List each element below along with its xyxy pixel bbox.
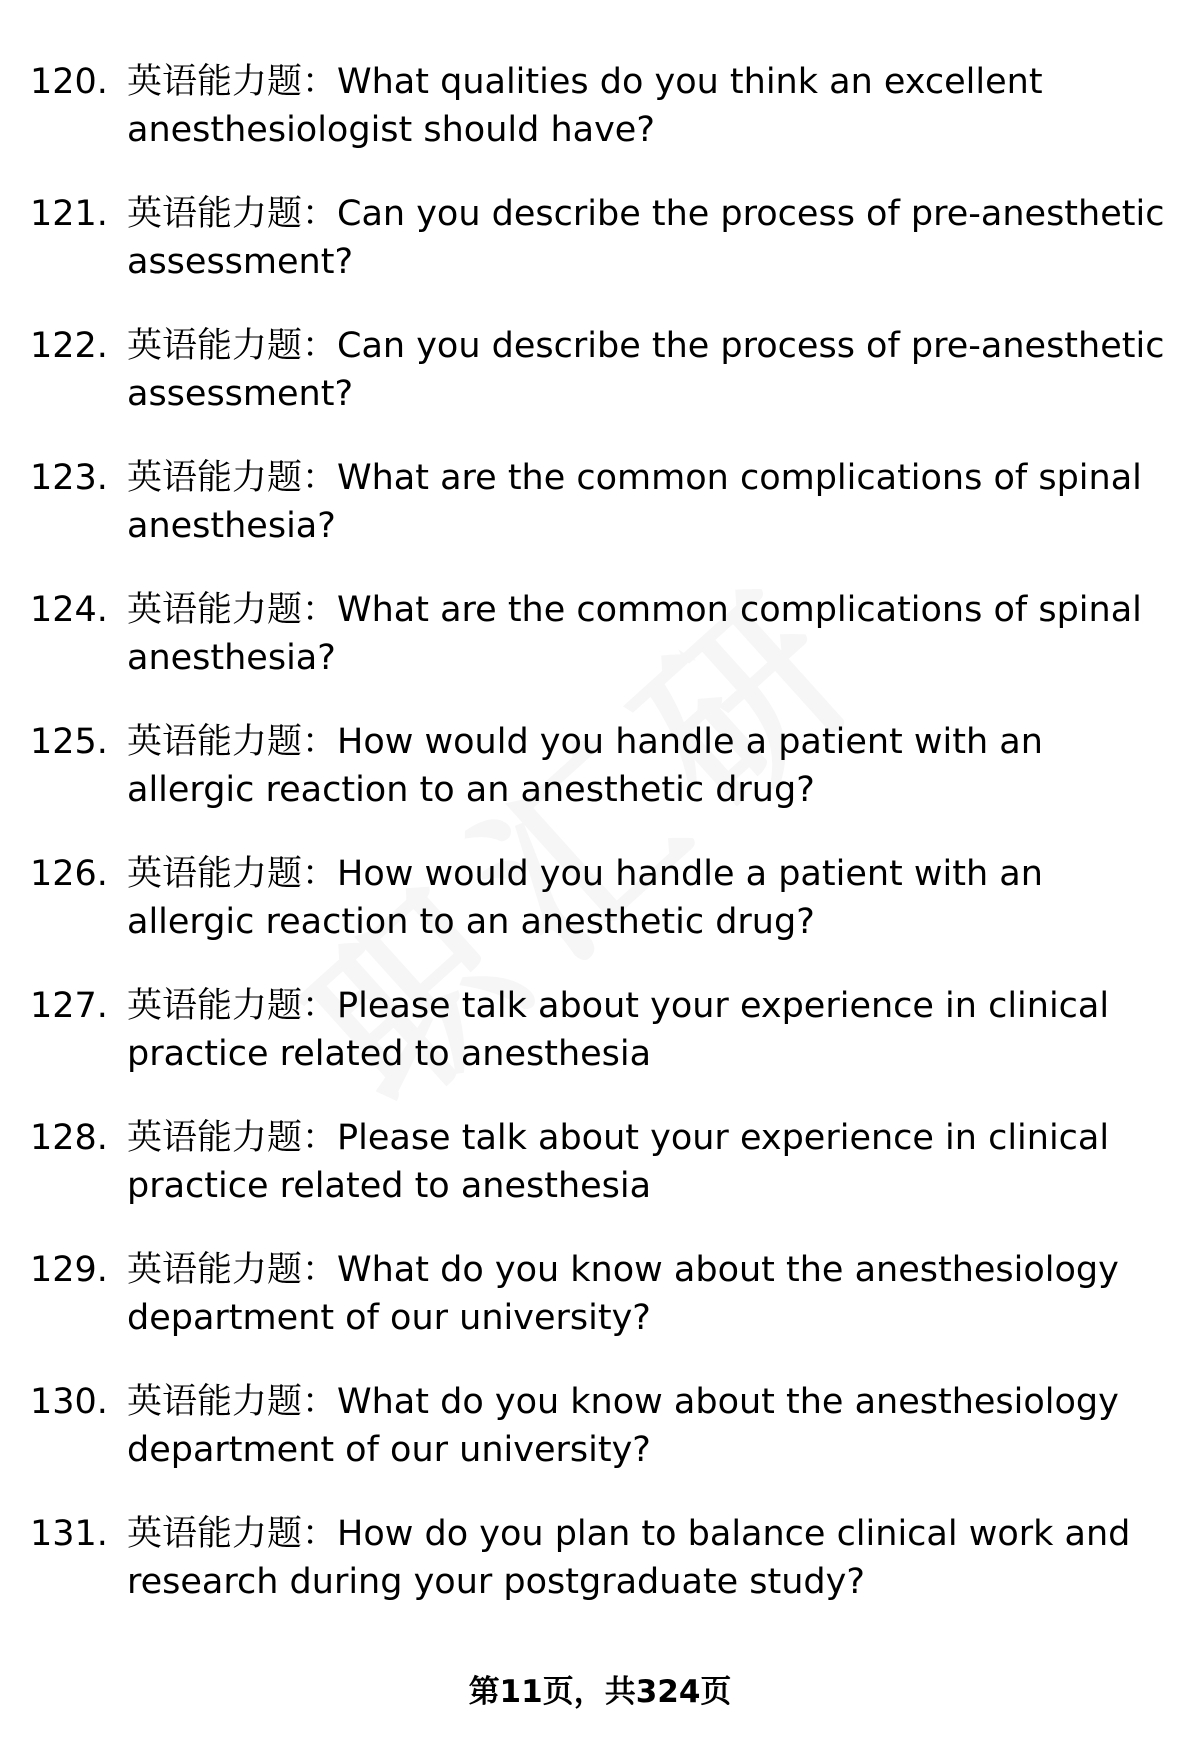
question-number: 125. [30,722,108,762]
question-list [0,58,1200,1642]
question-number: 120. [30,62,108,102]
question-body [127,190,1167,286]
question-label: 英语能力题： [127,1382,338,1422]
question-text: What are the common complications of spinal anesthesia? [127,458,1142,546]
question-text: What are the common complications of spinal anesthesia? [127,590,1142,678]
question-body [127,1510,1167,1606]
question-label: 英语能力题： [127,1514,338,1554]
question-label: 英语能力题： [127,854,338,894]
question-body [127,58,1167,154]
question-text: Please talk about your experience in clinical practice related to anesthesia [127,986,1110,1074]
question-item [0,1246,1200,1378]
question-item [0,322,1200,454]
question-text: What do you know about the anesthesiology department of our university? [127,1250,1119,1338]
question-text: How would you handle a patient with an allergic reaction to an anesthetic drug? [127,722,1043,810]
question-item [0,190,1200,322]
question-text: How would you handle a patient with an allergic reaction to an anesthetic drug? [127,854,1043,942]
question-number: 123. [30,458,108,498]
question-label: 英语能力题： [127,194,338,234]
page-indicator: 第11页，共324页 [468,1674,732,1710]
question-body [127,454,1167,550]
question-label: 英语能力题： [127,458,338,498]
question-item [0,718,1200,850]
question-number: 128. [30,1118,108,1158]
question-text: What qualities do you think an excellent anesthesiologist should have? [127,62,1043,150]
question-body [127,850,1167,946]
question-text: Please talk about your experience in clinical practice related to anesthesia [127,1118,1110,1206]
question-number: 122. [30,326,108,366]
question-number: 126. [30,854,108,894]
question-label: 英语能力题： [127,62,338,102]
question-label: 英语能力题： [127,1118,338,1158]
question-label: 英语能力题： [127,326,338,366]
question-item [0,1510,1200,1642]
question-item [0,454,1200,586]
question-label: 英语能力题： [127,986,338,1026]
question-number: 124. [30,590,108,630]
question-body [127,1378,1167,1474]
question-item [0,1114,1200,1246]
question-item [0,982,1200,1114]
question-body [127,586,1167,682]
question-number: 127. [30,986,108,1026]
question-body [127,1114,1167,1210]
question-text: How do you plan to balance clinical work and research during your postgraduate study? [127,1514,1131,1602]
question-label: 英语能力题： [127,722,338,762]
question-number: 131. [30,1514,108,1554]
question-item [0,850,1200,982]
question-text: Can you describe the process of pre-anesthetic assessment? [127,194,1165,282]
question-body [127,322,1167,418]
question-text: Can you describe the process of pre-anesthetic assessment? [127,326,1165,414]
question-item [0,1378,1200,1510]
question-number: 130. [30,1382,108,1422]
question-body [127,718,1167,814]
question-body [127,1246,1167,1342]
question-item [0,586,1200,718]
question-number: 121. [30,194,108,234]
question-label: 英语能力题： [127,1250,338,1290]
question-number: 129. [30,1250,108,1290]
question-body [127,982,1167,1078]
question-text: What do you know about the anesthesiology department of our university? [127,1382,1119,1470]
question-label: 英语能力题： [127,590,338,630]
question-item [0,58,1200,190]
